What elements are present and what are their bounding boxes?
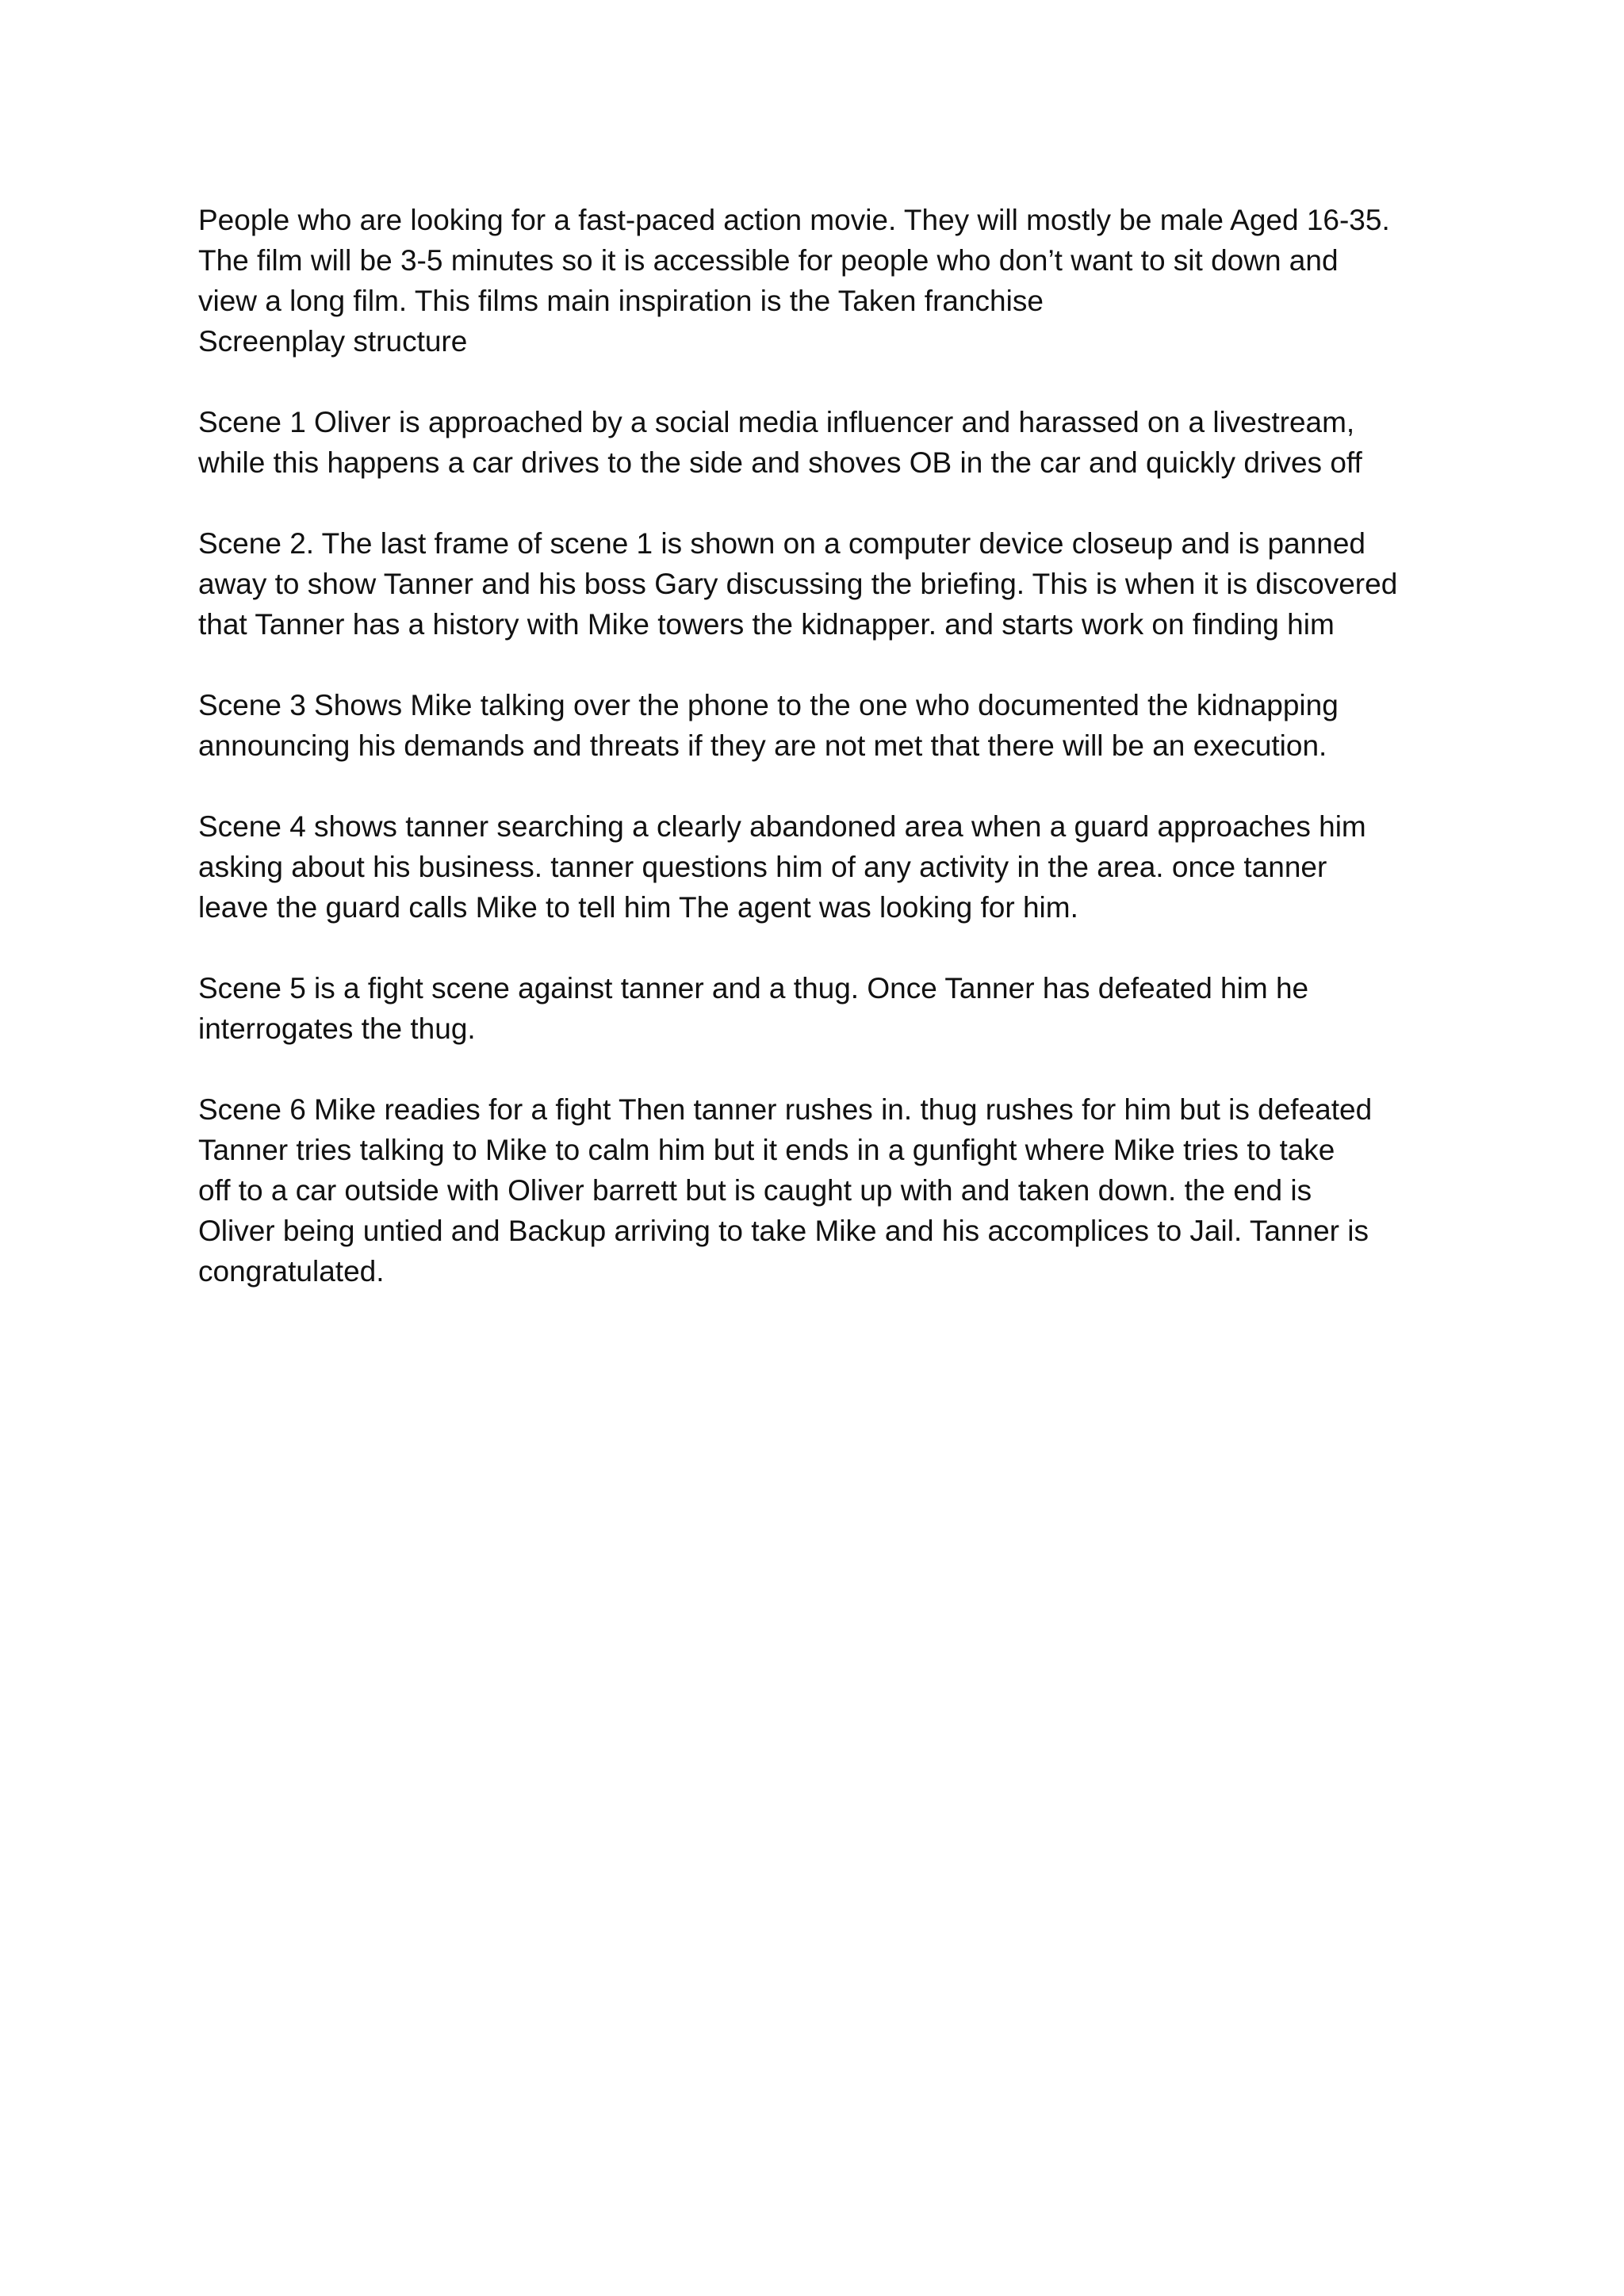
scene-6-paragraph	[198, 1089, 1451, 1292]
scene-3-paragraph	[198, 685, 1451, 766]
scene-line: congratulated.	[198, 1255, 385, 1288]
scene-2-paragraph	[198, 523, 1451, 645]
scene-line: Scene 1 Oliver is approached by a social media influencer and harassed on a livestream,	[198, 406, 1355, 438]
scene-line: leave the guard calls Mike to tell him The agent was looking for him.	[198, 891, 1078, 924]
scene-line: Scene 2. The last frame of scene 1 is shown on a computer device closeup and is panned	[198, 527, 1365, 560]
scene-4-paragraph	[198, 806, 1451, 928]
scene-line: while this happens a car drives to the side and shoves OB in the car and quickly drives off	[198, 446, 1362, 479]
scene-line: that Tanner has a history with Mike towers the kidnapper. and starts work on finding him	[198, 608, 1335, 641]
scene-line: away to show Tanner and his boss Gary discussing the briefing. This is when it is discovered	[198, 568, 1398, 600]
scene-line: Scene 3 Shows Mike talking over the phone to the one who documented the kidnapping	[198, 689, 1339, 721]
scene-line: asking about his business. tanner questions him of any activity in the area. once tanner	[198, 851, 1327, 883]
scene-line: Tanner tries talking to Mike to calm him but it ends in a gunfight where Mike tries to take	[198, 1134, 1335, 1166]
section-heading: Screenplay structure	[198, 325, 468, 358]
scene-line: Scene 4 shows tanner searching a clearly abandoned area when a guard approaches him	[198, 810, 1366, 843]
scene-line: Oliver being untied and Backup arriving to take Mike and his accomplices to Jail. Tanner is	[198, 1215, 1369, 1247]
scene-5-paragraph	[198, 968, 1451, 1049]
scene-line: Scene 6 Mike readies for a fight Then tanner rushes in. thug rushes for him but is defeated	[198, 1093, 1373, 1126]
intro-line: The film will be 3-5 minutes so it is accessible for people who don’t want to sit down and	[198, 244, 1339, 277]
scene-line: announcing his demands and threats if they are not met that there will be an execution.	[198, 729, 1327, 762]
scene-line: interrogates the thug.	[198, 1012, 476, 1045]
document-body	[198, 200, 1451, 1332]
intro-line: People who are looking for a fast-paced action movie. They will mostly be male Aged 16-35.	[198, 204, 1390, 236]
scene-line: Scene 5 is a fight scene against tanner and a thug. Once Tanner has defeated him he	[198, 972, 1309, 1004]
intro-line: view a long film. This films main inspiration is the Taken franchise	[198, 285, 1044, 317]
intro-paragraph	[198, 200, 1451, 362]
scene-1-paragraph	[198, 402, 1451, 483]
scene-line: off to a car outside with Oliver barrett but is caught up with and taken down. the end is	[198, 1174, 1312, 1207]
